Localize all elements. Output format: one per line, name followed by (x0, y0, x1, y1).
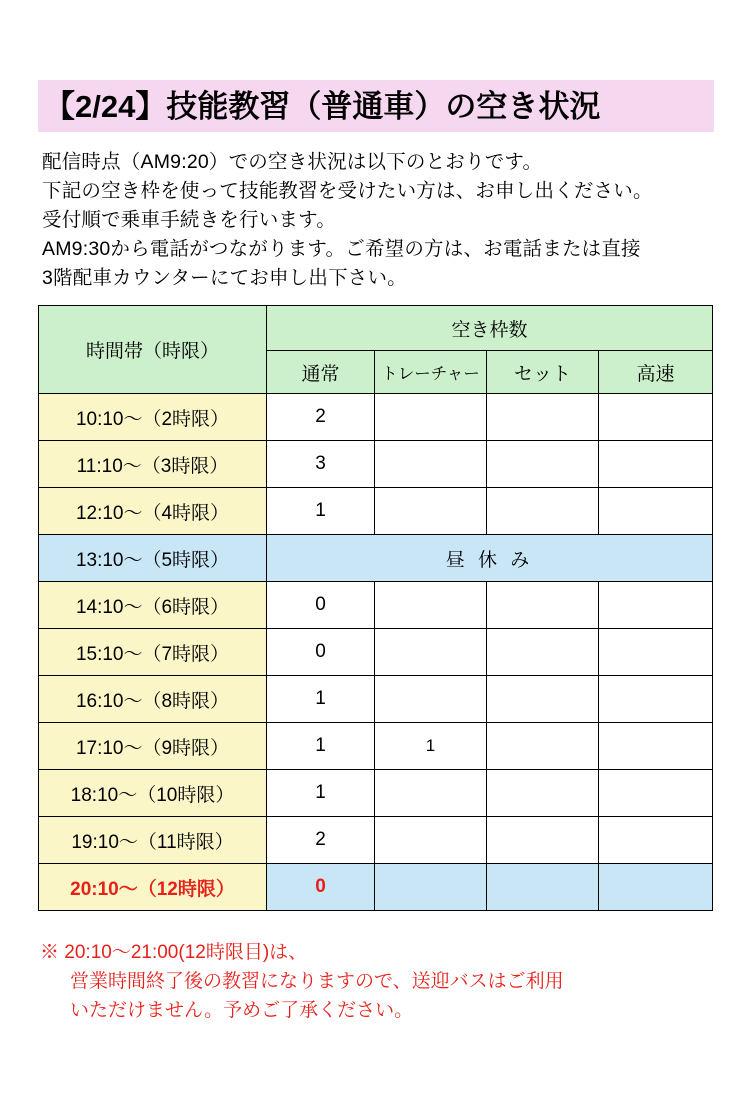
row-time-label: 15:10〜（7時限） (39, 629, 267, 676)
row-trainer-count (375, 394, 487, 441)
row-kosoku-count (599, 864, 713, 911)
intro-line-4: AM9:30から電話がつながります。ご希望の方は、お電話または直接 (42, 238, 641, 260)
row-time-label: 10:10〜（2時限） (39, 394, 267, 441)
row-kosoku-count (599, 770, 713, 817)
table-row (39, 676, 713, 723)
header-col-kosoku: 高速 (599, 351, 713, 394)
table-row (39, 629, 713, 676)
row-set-count (487, 817, 599, 864)
table-row (39, 770, 713, 817)
footnote-line-1: ※ 20:10〜21:00(12時限目)は、 (40, 942, 308, 963)
row-set-count (487, 676, 599, 723)
row-time-label: 19:10〜（11時限） (39, 817, 267, 864)
row-time-label: 17:10〜（9時限） (39, 723, 267, 770)
table-row (39, 488, 713, 535)
row-trainer-count (375, 441, 487, 488)
table-body (39, 394, 713, 911)
row-time-label: 12:10〜（4時限） (39, 488, 267, 535)
row-normal-count: 0 (267, 864, 375, 911)
row-time-label: 16:10〜（8時限） (39, 676, 267, 723)
table-row (39, 582, 713, 629)
table-row (39, 723, 713, 770)
page-title: 【2/24】技能教習（普通車）の空き状況 (44, 88, 601, 124)
intro-line-3: 受付順で乗車手続きを行います。 (42, 209, 336, 231)
row-trainer-count (375, 629, 487, 676)
header-availability-group: 空き枠数 (267, 306, 713, 351)
lunch-break-label: 昼 休 み (267, 535, 713, 582)
header-col-normal: 通常 (267, 351, 375, 394)
row-kosoku-count (599, 582, 713, 629)
row-trainer-count (375, 488, 487, 535)
row-set-count (487, 582, 599, 629)
row-set-count (487, 723, 599, 770)
row-normal-count: 1 (267, 723, 375, 770)
row-trainer-count (375, 676, 487, 723)
header-col-set: セット (487, 351, 599, 394)
table-header (39, 306, 713, 394)
availability-table (38, 305, 713, 911)
row-kosoku-count (599, 441, 713, 488)
row-time-label: 14:10〜（6時限） (39, 582, 267, 629)
row-trainer-count (375, 582, 487, 629)
row-set-count (487, 770, 599, 817)
table-row (39, 817, 713, 864)
footnote (40, 938, 730, 1025)
row-set-count (487, 394, 599, 441)
row-time-label: 13:10〜（5時限） (39, 535, 267, 582)
row-normal-count: 1 (267, 488, 375, 535)
row-set-count (487, 488, 599, 535)
row-normal-count: 2 (267, 394, 375, 441)
row-kosoku-count (599, 488, 713, 535)
intro-line-1: 配信時点（AM9:20）での空き状況は以下のとおりです。 (42, 151, 543, 173)
row-trainer-count (375, 817, 487, 864)
row-time-label: 20:10〜（12時限） (39, 864, 267, 911)
row-kosoku-count (599, 676, 713, 723)
row-normal-count: 0 (267, 582, 375, 629)
row-trainer-count: 1 (375, 723, 487, 770)
row-set-count (487, 629, 599, 676)
row-time-label: 18:10〜（10時限） (39, 770, 267, 817)
row-normal-count: 1 (267, 676, 375, 723)
header-col-trainer: トレーチャー (375, 351, 487, 394)
intro-paragraph (42, 148, 722, 293)
row-kosoku-count (599, 817, 713, 864)
row-kosoku-count (599, 629, 713, 676)
row-trainer-count (375, 770, 487, 817)
header-time-column: 時間帯（時限） (39, 306, 267, 394)
table-row-lunch (39, 535, 713, 582)
table-row-highlight (39, 864, 713, 911)
row-normal-count: 0 (267, 629, 375, 676)
footnote-line-3: いただけません。予めご了承ください。 (70, 1000, 414, 1021)
row-normal-count: 1 (267, 770, 375, 817)
row-normal-count: 3 (267, 441, 375, 488)
row-kosoku-count (599, 394, 713, 441)
table-row (39, 394, 713, 441)
intro-line-5: 3階配車カウンターにてお申し出下さい。 (42, 267, 407, 289)
row-kosoku-count (599, 723, 713, 770)
intro-line-2: 下記の空き枠を使って技能教習を受けたい方は、お申し出ください。 (42, 180, 653, 202)
row-time-label: 11:10〜（3時限） (39, 441, 267, 488)
row-normal-count: 2 (267, 817, 375, 864)
row-set-count (487, 864, 599, 911)
table-row (39, 441, 713, 488)
page-title-banner (38, 80, 714, 132)
footnote-line-2: 営業時間終了後の教習になりますので、送迎バスはご利用 (70, 971, 564, 992)
row-set-count (487, 441, 599, 488)
row-trainer-count (375, 864, 487, 911)
